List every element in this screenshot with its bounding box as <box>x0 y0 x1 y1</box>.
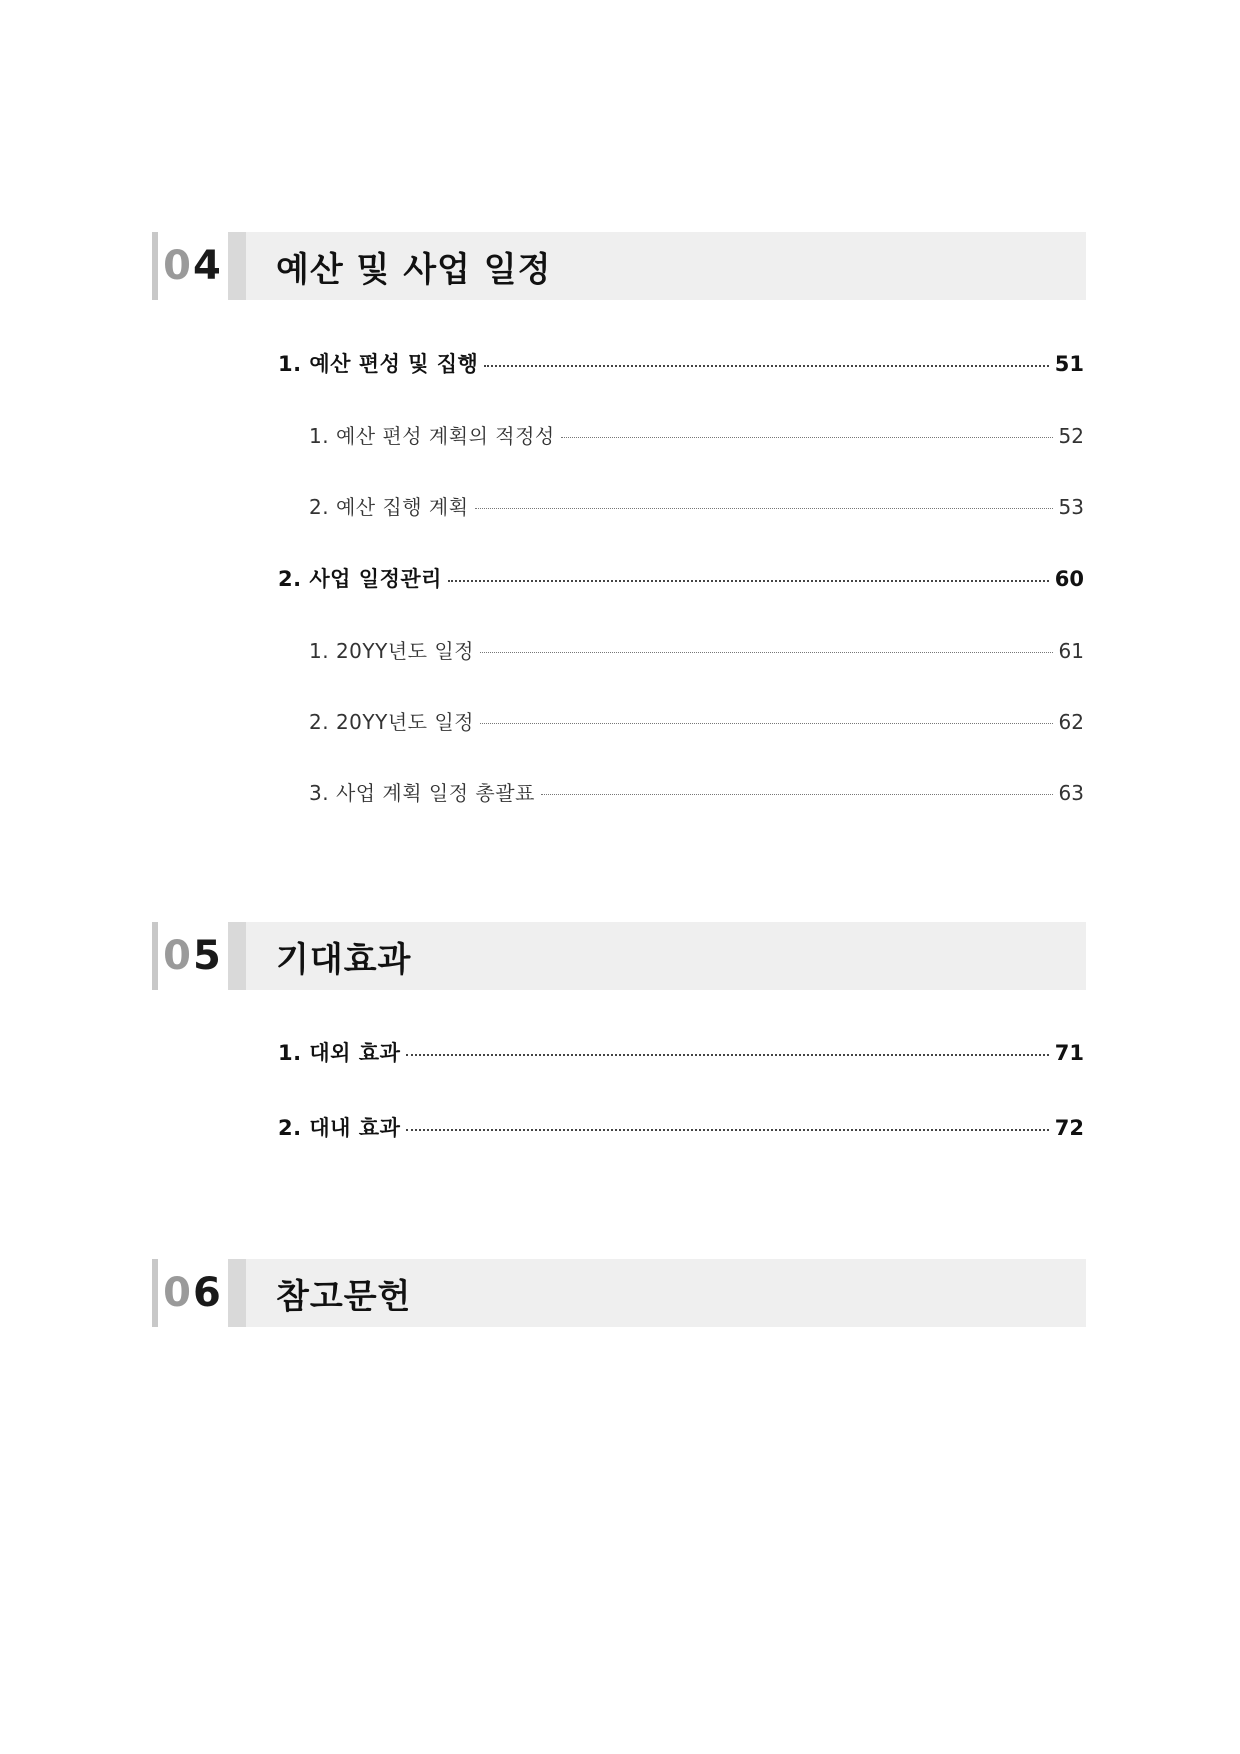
section-header-05 <box>152 922 1086 990</box>
toc-entry-label: 2. 20YY년도 일정 <box>309 710 474 734</box>
toc-leader-dots <box>484 365 1048 367</box>
toc-entry-page: 52 <box>1058 424 1084 448</box>
section-number-prefix: 0 <box>163 933 193 979</box>
toc-leader-dots <box>541 794 1053 795</box>
toc-entry-level2[interactable] <box>309 706 1084 735</box>
toc-leader-dots <box>406 1054 1048 1056</box>
toc-entry-level1[interactable] <box>278 563 1084 593</box>
toc-leader-dots <box>448 580 1049 582</box>
toc-entry-label: 2. 대내 효과 <box>278 1116 401 1140</box>
toc-entry-label: 1. 대외 효과 <box>278 1041 401 1065</box>
section-divider-bar <box>228 1259 246 1327</box>
toc-leader-dots <box>475 508 1053 509</box>
section-title: 참고문헌 <box>276 1276 412 1317</box>
section-number <box>158 922 228 990</box>
toc-entry-label: 1. 예산 편성 계획의 적정성 <box>309 424 555 448</box>
section-number <box>158 232 228 300</box>
section-divider-bar <box>228 232 246 300</box>
toc-entry-label: 1. 예산 편성 및 집행 <box>278 352 479 376</box>
section-number-digit: 4 <box>193 243 223 289</box>
toc-entry-level2[interactable] <box>309 420 1084 449</box>
toc-entry-page: 71 <box>1054 1041 1084 1065</box>
toc-entry-level2[interactable] <box>309 491 1084 520</box>
toc-entry-level1[interactable] <box>278 348 1084 378</box>
toc-entry-page: 51 <box>1054 352 1084 376</box>
toc-entry-page: 62 <box>1058 710 1084 734</box>
section-header-06 <box>152 1259 1086 1327</box>
section-header-04 <box>152 232 1086 300</box>
section-divider-bar <box>228 922 246 990</box>
toc-entry-page: 53 <box>1058 495 1084 519</box>
section-number <box>158 1259 228 1327</box>
toc-entry-page: 72 <box>1054 1116 1084 1140</box>
section-title-box <box>246 1259 1086 1327</box>
toc-entry-label: 2. 예산 집행 계획 <box>309 495 469 519</box>
toc-leader-dots <box>480 652 1053 653</box>
toc-entry-level2[interactable] <box>309 777 1084 806</box>
section-title-box <box>246 922 1086 990</box>
section-title: 기대효과 <box>276 939 412 980</box>
toc-entry-level1[interactable] <box>278 1112 1084 1142</box>
toc-entry-label: 1. 20YY년도 일정 <box>309 639 474 663</box>
section-number-prefix: 0 <box>163 243 193 289</box>
toc-entry-level2[interactable] <box>309 635 1084 664</box>
toc-entry-level1[interactable] <box>278 1037 1084 1067</box>
section-title: 예산 및 사업 일정 <box>276 249 552 290</box>
section-number-prefix: 0 <box>163 1270 193 1316</box>
toc-entry-page: 63 <box>1058 781 1084 805</box>
section-title-box <box>246 232 1086 300</box>
section-number-digit: 6 <box>193 1270 223 1316</box>
section-number-digit: 5 <box>193 933 223 979</box>
toc-entry-label: 3. 사업 계획 일정 총괄표 <box>309 781 535 805</box>
toc-entry-label: 2. 사업 일정관리 <box>278 567 442 591</box>
toc-leader-dots <box>561 437 1053 438</box>
toc-leader-dots <box>406 1129 1048 1131</box>
toc-leader-dots <box>480 723 1053 724</box>
toc-entry-page: 60 <box>1054 567 1084 591</box>
toc-entry-page: 61 <box>1058 639 1084 663</box>
